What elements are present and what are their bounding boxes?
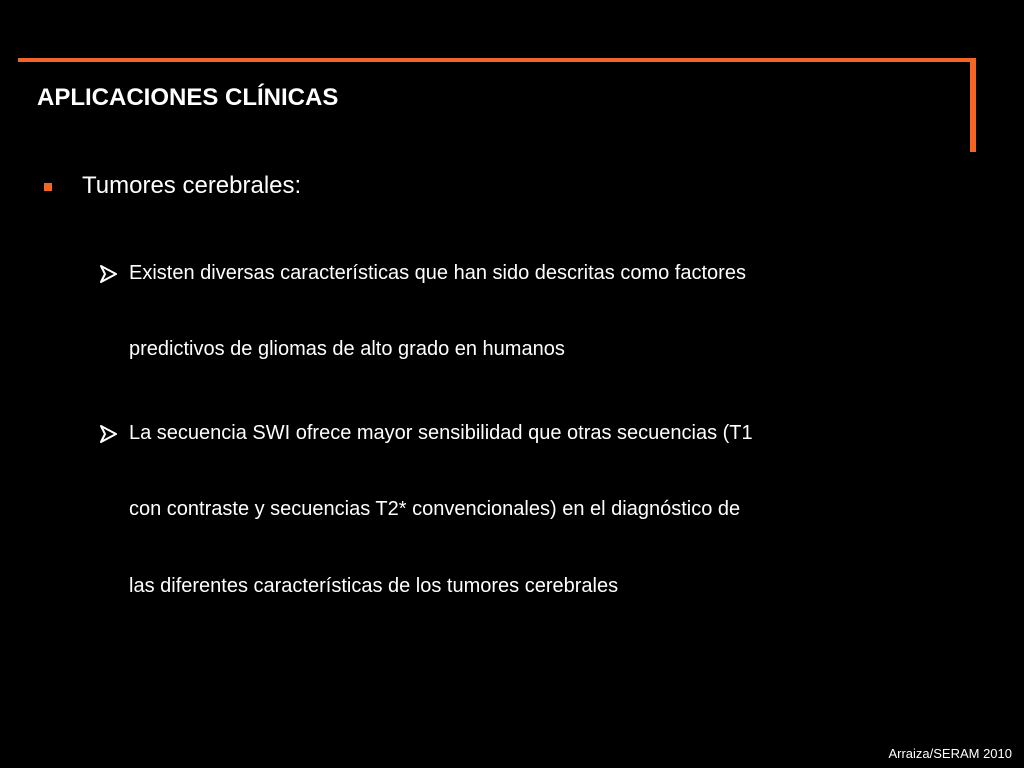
sub-bullet-2-line-3: las diferentes características de los tumores cerebrales: [129, 575, 619, 597]
sub-bullet-1-line-1: Existen diversas características que han sido descritas como factores: [129, 262, 746, 284]
frame-right-border: [970, 58, 976, 152]
slide-title: APLICACIONES CLÍNICAS: [37, 84, 339, 111]
bullet-text: Tumores cerebrales:: [82, 172, 302, 199]
footer-credit: Arraiza/SERAM 2010: [888, 746, 1012, 761]
frame-top-border: [18, 58, 976, 62]
square-bullet-icon: [44, 183, 52, 191]
arrow-bullet-icon: [99, 265, 121, 285]
bullet-tumores: [44, 172, 301, 200]
sub-bullet-1-line-2: predictivos de gliomas de alto grado en humanos: [129, 338, 565, 360]
sub-bullet-2-line-1: La secuencia SWI ofrece mayor sensibilidad que otras secuencias (T1: [129, 422, 753, 444]
arrow-bullet-icon: [99, 425, 121, 445]
sub-bullet-2-line-2: con contraste y secuencias T2* convencionales) en el diagnóstico de: [129, 498, 741, 520]
